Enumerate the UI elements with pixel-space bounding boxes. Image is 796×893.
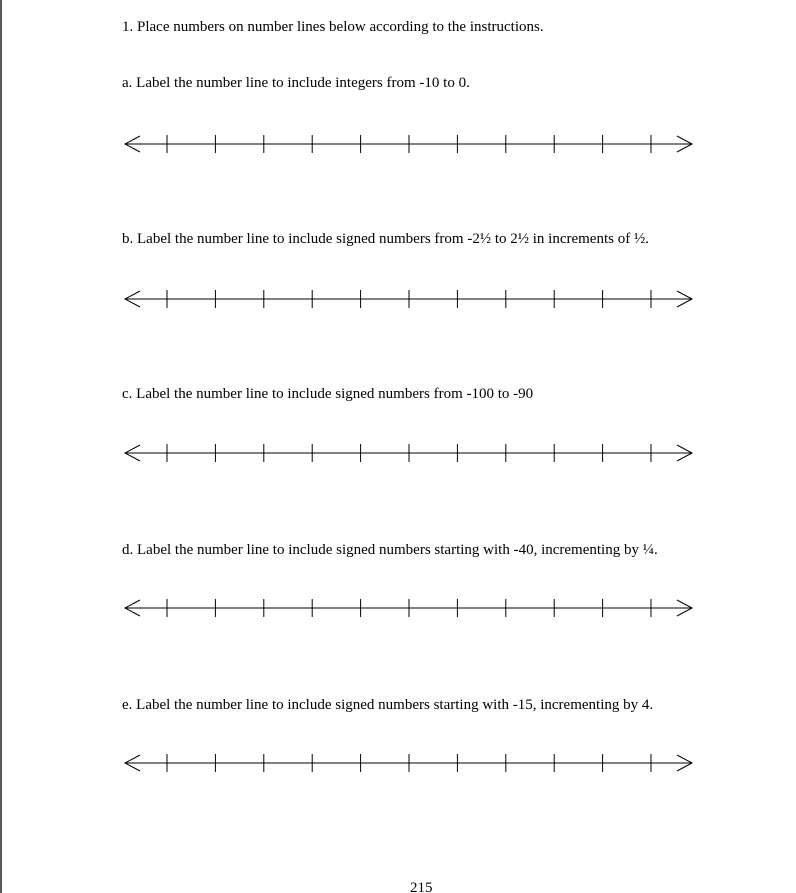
instruction-a: a. Label the number line to include integers from -10 to 0.	[122, 75, 470, 91]
instruction-b: b. Label the number line to include signed numbers from -2½ to 2½ in increments of ½.	[122, 231, 649, 247]
instruction-c: c. Label the number line to include signed numbers from -100 to -90	[122, 386, 534, 402]
question-title: 1. Place numbers on number lines below according to the instructions.	[122, 19, 544, 35]
instruction-d: d. Label the number line to include signed numbers starting with -40, incrementing by ¼.	[122, 542, 658, 558]
page-edge	[0, 0, 2, 893]
number-line-d	[120, 593, 700, 623]
number-line-c	[120, 438, 700, 468]
instruction-e: e. Label the number line to include signed numbers starting with -15, incrementing by 4.	[122, 697, 654, 713]
number-line-a	[120, 129, 700, 159]
number-line-e	[120, 748, 700, 778]
number-line-b	[120, 284, 700, 314]
page-number: 215	[410, 880, 433, 893]
